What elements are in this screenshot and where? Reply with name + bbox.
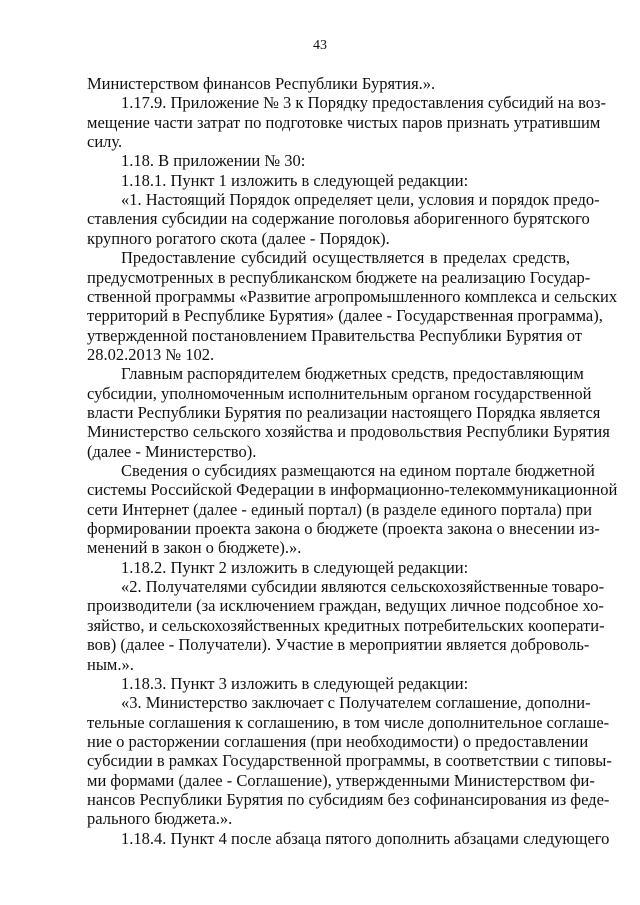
text-line: мещение части затрат по подготовке чистых паров признать утратившим xyxy=(87,112,601,132)
text-line: «3. Министерство заключает с Получателем соглашение, дополни- xyxy=(121,693,591,713)
text-line: предусмотренных в республиканском бюджете на реализацию Государ- xyxy=(87,267,591,287)
text-line: 1.17.9. Приложение № 3 к Порядку предоставления субсидий на воз- xyxy=(121,93,607,113)
text-line: 1.18. В приложении № 30: xyxy=(121,151,306,171)
text-line: рального бюджета.». xyxy=(87,809,233,829)
text-line: менений в закон о бюджете).». xyxy=(87,538,302,558)
text-line: формировании проекта закона о бюджете (проекта закона о внесении из- xyxy=(87,519,600,539)
text-line: 1.18.4. Пункт 4 после абзаца пятого дополнить абзацами следующего xyxy=(121,828,610,848)
text-line: силу. xyxy=(87,132,123,152)
text-line: субсидии, уполномоченным исполнительным органом государственной xyxy=(87,383,592,403)
text-line: тельные соглашения к соглашению, в том числе дополнительное соглаше- xyxy=(87,712,610,732)
text-line: Главным распорядителем бюджетных средств, предоставляющим xyxy=(121,364,584,384)
text-line: вов) (далее - Получатели). Участие в мероприятии является доброволь- xyxy=(87,635,590,655)
text-line: субсидии в рамках Государственной программы, в соответствии с типовы- xyxy=(87,751,612,771)
text-line: Сведения о субсидиях размещаются на едином портале бюджетной xyxy=(121,461,595,480)
text-line: ние о расторжении соглашения (при необходимости) о предоставлении xyxy=(87,731,589,751)
text-line: нансов Республики Бурятия по субсидиям без софинансирования из феде- xyxy=(87,789,610,809)
text-line: «1. Настоящий Порядок определяет цели, условия и порядок предо- xyxy=(121,190,600,210)
text-line: крупного рогатого скота (далее - Порядок). xyxy=(87,228,390,248)
page-number: 43 xyxy=(313,38,327,53)
text-line: 28.02.2013 № 102. xyxy=(87,344,215,364)
text-line: (далее - Министерство). xyxy=(87,441,257,461)
text-line: сети Интернет (далее - единый портал) (в разделе единого портала) при xyxy=(87,499,592,519)
text-line: 1.18.1. Пункт 1 изложить в следующей редакции: xyxy=(121,170,469,190)
text-line: Министерство сельского хозяйства и продовольствия Республики Бурятия xyxy=(87,422,610,442)
text-line: ственной программы «Развитие агропромышленного комплекса и сельских xyxy=(87,286,618,306)
text-line: ным.». xyxy=(87,654,134,674)
text-line: зяйство, и сельскохозяйственных кредитных потребительских кооперати- xyxy=(87,615,605,635)
text-line: территорий в Республике Бурятия» (далее - Государственная программа), xyxy=(87,306,603,326)
text-line: производители (за исключением граждан, ведущих личное подсобное хо- xyxy=(87,596,604,616)
text-line: «2. Получателями субсидии являются сельскохозяйственные товаро- xyxy=(121,577,605,597)
text-line: Предоставление субсидий осуществляется в пределах средств, xyxy=(121,248,570,268)
text-line: утвержденной постановлением Правительства Республики Бурятия от xyxy=(87,325,583,345)
text-line: ми формами (далее - Соглашение), утвержденными Министерством фи- xyxy=(87,770,595,790)
text-line: власти Республики Бурятия по реализации настоящего Порядка является xyxy=(87,402,601,422)
text-line: Министерством финансов Республики Бурятия.». xyxy=(87,74,436,93)
text-line: системы Российской Федерации в информационно-телекоммуникационной xyxy=(87,480,618,500)
text-line: 1.18.2. Пункт 2 изложить в следующей редакции: xyxy=(121,557,469,577)
text-line: ставления субсидии на содержание поголовья аборигенного бурятского xyxy=(87,209,590,229)
text-line: 1.18.3. Пункт 3 изложить в следующей редакции: xyxy=(121,673,469,693)
